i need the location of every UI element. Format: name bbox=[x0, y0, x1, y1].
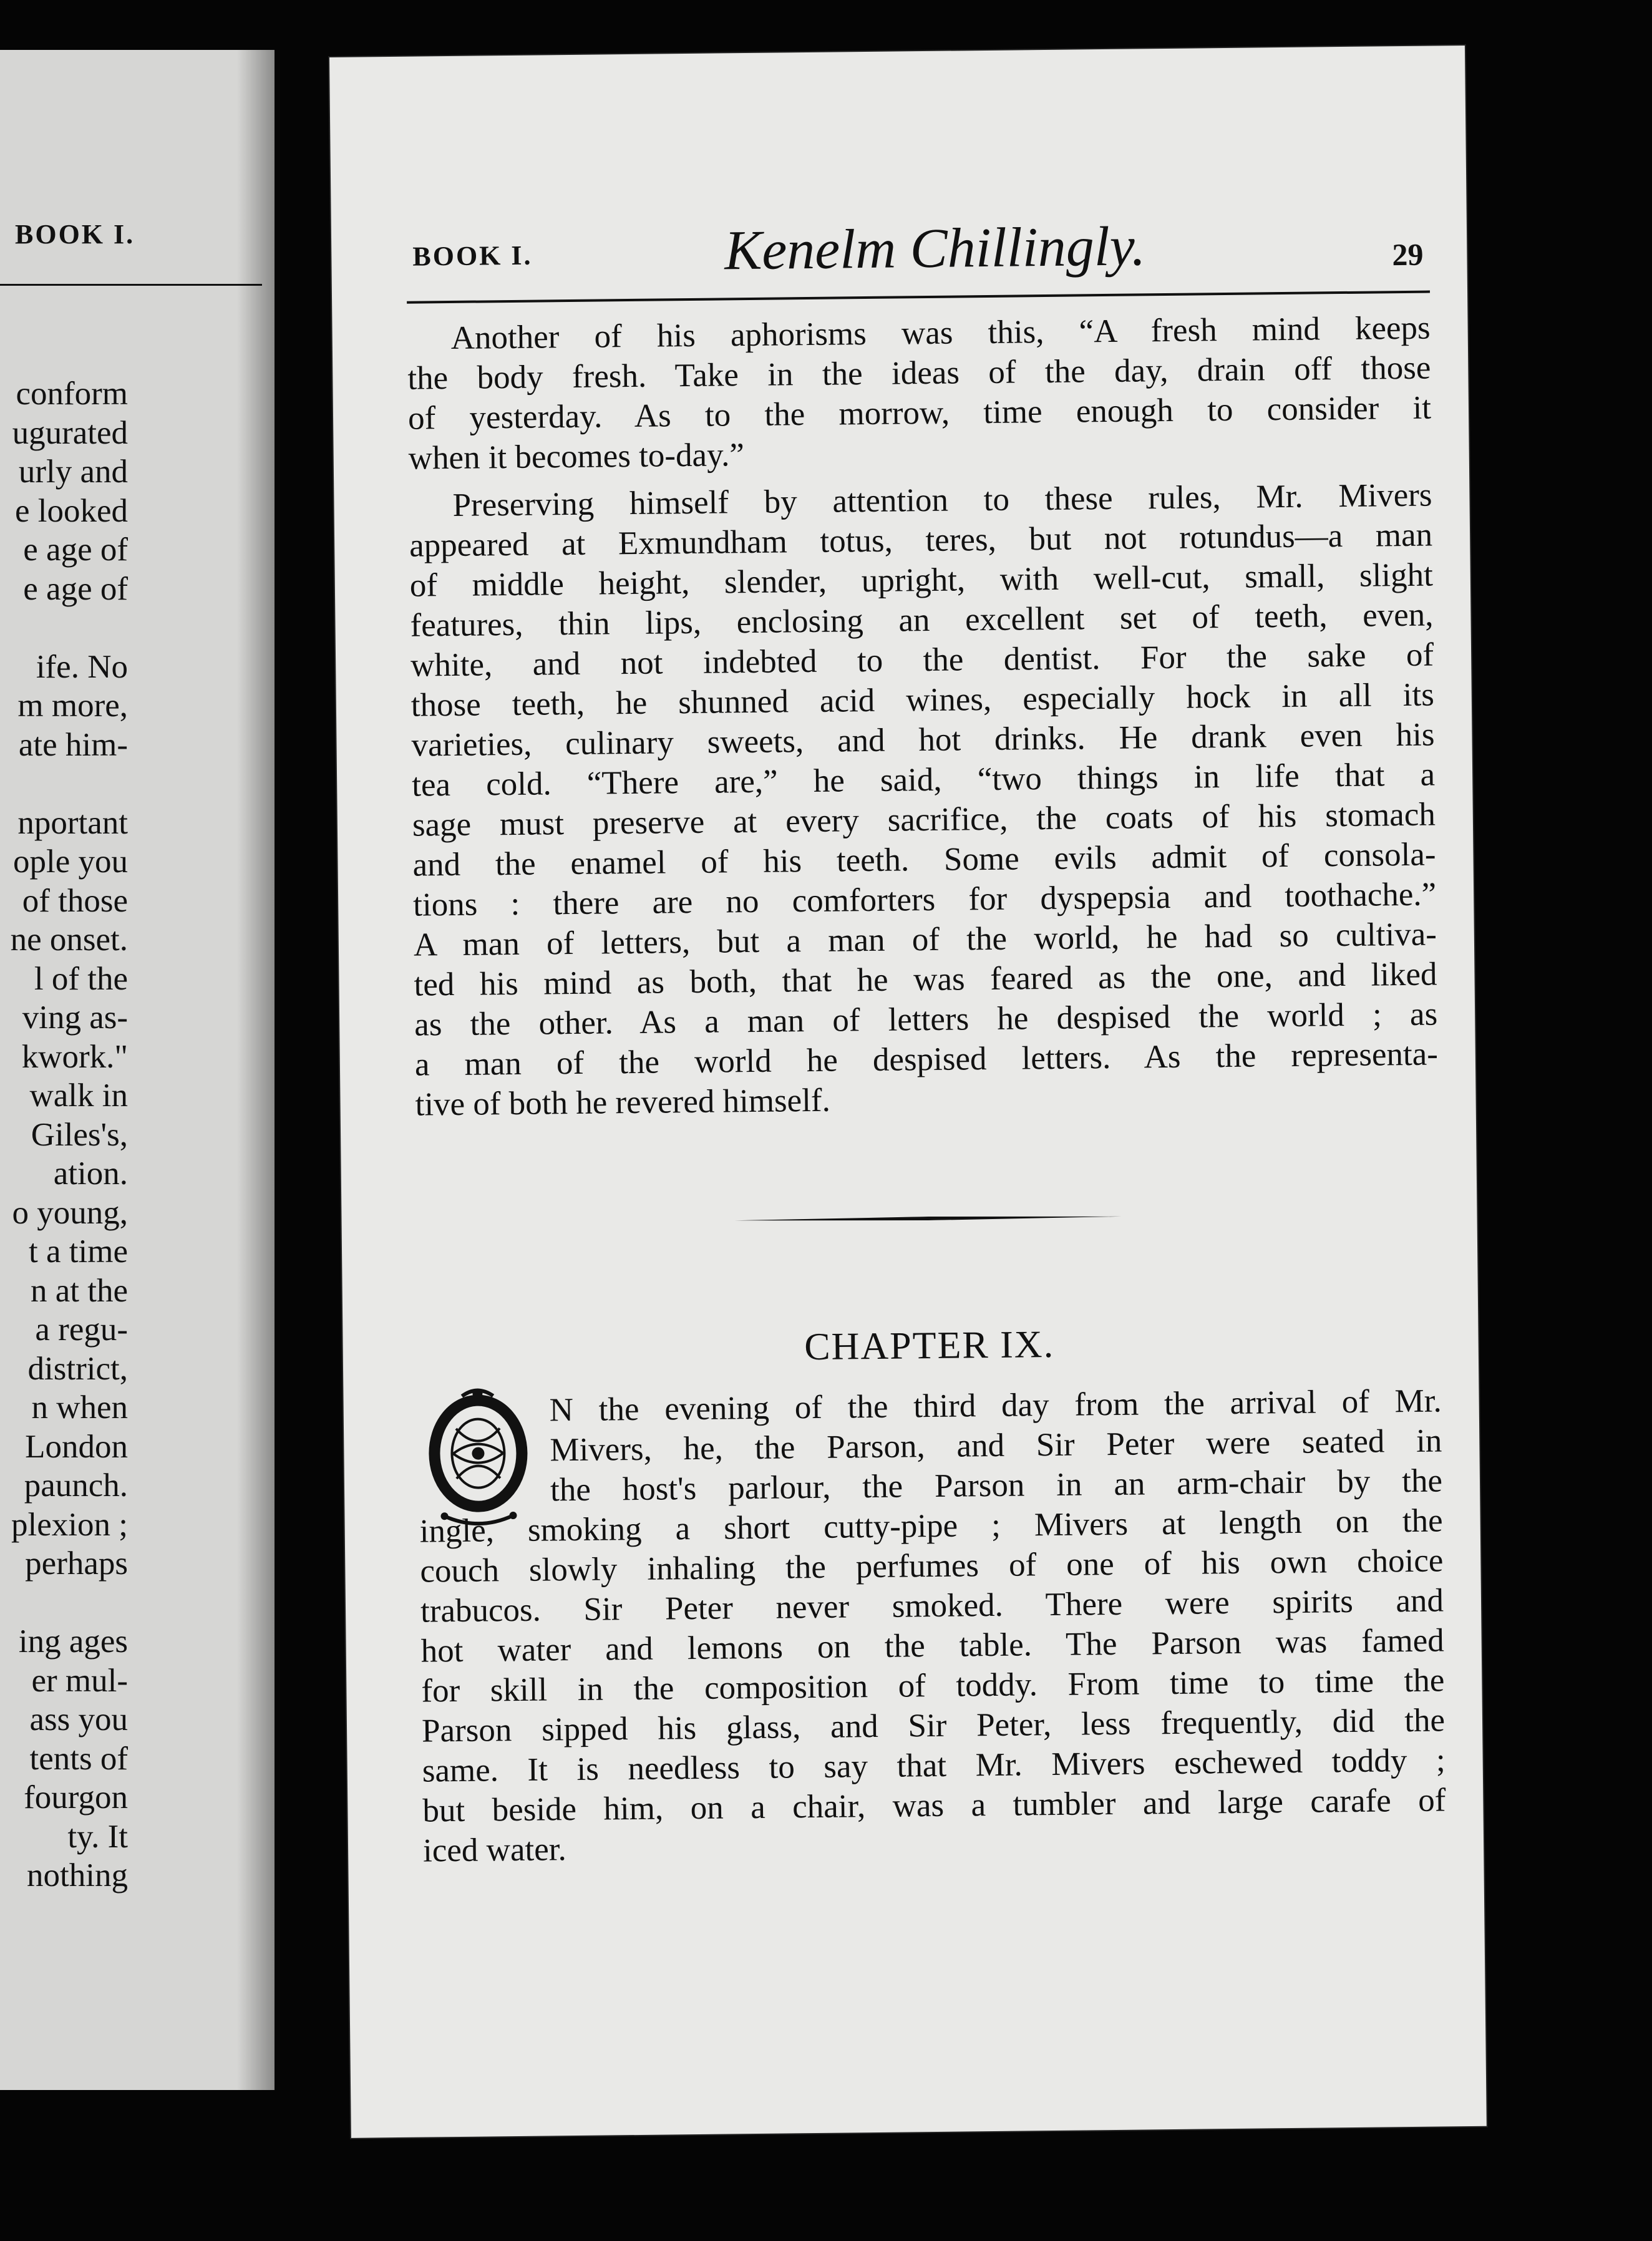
left-text-line: ing ages bbox=[18, 1623, 128, 1660]
left-text-line: l of the bbox=[34, 960, 128, 997]
paragraph-line: and the enamel of his teeth. Some evils admit of consola- bbox=[412, 836, 1436, 883]
paragraph-line: A man of letters, but a man of the world, he had so cultiva- bbox=[413, 916, 1437, 963]
paragraph-line: tions : there are no comforters for dyspepsia and toothache.” bbox=[412, 876, 1437, 923]
chapter-text-line: iced water. bbox=[422, 1831, 566, 1869]
left-text-line: ving as- bbox=[22, 999, 128, 1036]
left-text-line: o young, bbox=[12, 1194, 128, 1231]
left-text-line: ife. No bbox=[36, 648, 128, 685]
left-text-line: m more, bbox=[17, 688, 128, 724]
paragraph-line: of yesterday. As to the morrow, time enough to consider it bbox=[407, 389, 1432, 437]
left-page-header: BOOK I. bbox=[15, 219, 135, 250]
left-text-line: plexion ; bbox=[11, 1506, 128, 1543]
left-text-line: ty. It bbox=[67, 1818, 128, 1855]
chapter-text-line: same. It is needless to say that Mr. Mivers eschewed toddy ; bbox=[422, 1742, 1446, 1789]
paragraph-line: as the other. As a man of letters he despised the world ; as bbox=[414, 996, 1438, 1043]
paragraph-line: Another of his aphorisms was this, “A fresh mind keeps bbox=[450, 309, 1431, 356]
paragraph-line: ted his mind as both, that he was feared as the one, and liked bbox=[414, 956, 1437, 1003]
chapter-text-line: the host's parlour, the Parson in an arm-chair by the bbox=[550, 1462, 1443, 1509]
left-text-line: e age of bbox=[23, 570, 128, 607]
paragraph-line: appeared at Exmundham totus, teres, but not rotundus—a man bbox=[409, 517, 1433, 564]
paragraph-line: Preserving himself by attention to these rules, Mr. Mivers bbox=[452, 477, 1432, 523]
header-rule bbox=[407, 291, 1430, 304]
left-text-line: n when bbox=[31, 1389, 128, 1426]
left-facing-page bbox=[0, 50, 275, 2090]
left-text-line: nportant bbox=[17, 804, 128, 841]
left-text-line: Giles's, bbox=[31, 1116, 128, 1153]
left-text-line: n at the bbox=[31, 1272, 128, 1309]
left-text-line: a regu- bbox=[35, 1311, 128, 1348]
left-text-line: er mul- bbox=[31, 1662, 128, 1699]
left-text-line: t a time bbox=[29, 1233, 128, 1270]
left-text-line: e age of bbox=[23, 532, 128, 568]
chapter-text-line: N the evening of the third day from the arrival of Mr. bbox=[549, 1383, 1442, 1429]
chapter-text-line: couch slowly inhaling the perfumes of one of his own choice bbox=[420, 1542, 1444, 1590]
chapter-text-line: trabucos. Sir Peter never smoked. There were spirits and bbox=[420, 1582, 1444, 1630]
left-text-line bbox=[0, 764, 128, 804]
left-text-line: paunch. bbox=[24, 1467, 128, 1504]
left-text-line: urly and bbox=[18, 454, 128, 490]
paragraph-line: tea cold. “There are,” he said, “two things in life that a bbox=[411, 756, 1436, 804]
left-text-line bbox=[0, 608, 128, 648]
left-text-line: district, bbox=[27, 1350, 128, 1387]
left-text-line bbox=[0, 1583, 128, 1623]
left-text-line: fourgon bbox=[24, 1779, 128, 1816]
paragraph-line: when it becomes to-day.” bbox=[408, 437, 745, 477]
page-gutter-shadow bbox=[237, 50, 275, 2090]
chapter-heading: CHAPTER IX. bbox=[804, 1323, 1055, 1369]
chapter-text-line: but beside him, on a chair, was a tumbler and large carafe of bbox=[422, 1782, 1446, 1829]
left-text-line: conform bbox=[16, 376, 128, 412]
left-text-line: perhaps bbox=[25, 1545, 128, 1582]
left-text-line: walk in bbox=[29, 1077, 128, 1114]
paragraph-line: of middle height, slender, upright, with well-cut, small, slight bbox=[409, 557, 1434, 604]
book-page bbox=[329, 46, 1487, 2138]
left-text-line: of those bbox=[22, 882, 128, 919]
chapter-text-line: hot water and lemons on the table. The Parson was famed bbox=[420, 1622, 1444, 1670]
left-header-rule bbox=[0, 284, 262, 286]
running-head bbox=[412, 211, 1424, 291]
book-title: Kenelm Chillingly. bbox=[724, 215, 1146, 282]
left-text-line: ugurated bbox=[12, 414, 128, 451]
page-number: 29 bbox=[1392, 236, 1424, 273]
left-text-line: ation. bbox=[53, 1155, 128, 1192]
paragraph-line: the body fresh. Take in the ideas of the day, drain off those bbox=[407, 349, 1431, 397]
paragraph-line: a man of the world he despised letters. As the representa- bbox=[414, 1036, 1439, 1083]
paragraph-line: sage must preserve at every sacrifice, the coats of his stomach bbox=[412, 796, 1436, 843]
paragraph-line: tive of both he revered himself. bbox=[415, 1082, 831, 1123]
chapter-text-line: Mivers, he, the Parson, and Sir Peter were seated in bbox=[550, 1422, 1442, 1469]
ornamental-drop-cap bbox=[418, 1384, 538, 1529]
left-text-line: nothing bbox=[27, 1857, 128, 1893]
paragraph-line: features, thin lips, enclosing an excellent set of teeth, even, bbox=[410, 596, 1434, 644]
left-text-line: ass you bbox=[29, 1701, 128, 1738]
book-label: BOOK I. bbox=[412, 240, 533, 272]
section-divider-rule bbox=[735, 1215, 1122, 1222]
paragraph-line: white, and not indebted to the dentist. For the sake of bbox=[410, 636, 1434, 684]
left-text-line: ne onset. bbox=[10, 921, 128, 958]
chapter-text-line: for skill in the composition of toddy. From time to time the bbox=[421, 1662, 1445, 1709]
left-text-line: e looked bbox=[14, 492, 128, 529]
chapter-text-line: Parson sipped his glass, and Sir Peter, less frequently, did the bbox=[421, 1702, 1446, 1749]
left-text-line: tents of bbox=[29, 1740, 128, 1777]
left-text-line: London bbox=[25, 1428, 128, 1465]
chapter-text-line: ingle, smoking a short cutty-pipe ; Mivers at length on the bbox=[419, 1502, 1443, 1550]
paragraph-line: varieties, culinary sweets, and hot drinks. He drank even his bbox=[411, 716, 1435, 764]
left-page-text bbox=[0, 374, 128, 1895]
left-text-line: ate him- bbox=[18, 726, 128, 763]
paragraph-line: those teeth, he shunned acid wines, especially hock in all its bbox=[411, 676, 1435, 724]
left-text-line: ople you bbox=[13, 843, 128, 880]
left-text-line: kwork." bbox=[21, 1038, 128, 1075]
